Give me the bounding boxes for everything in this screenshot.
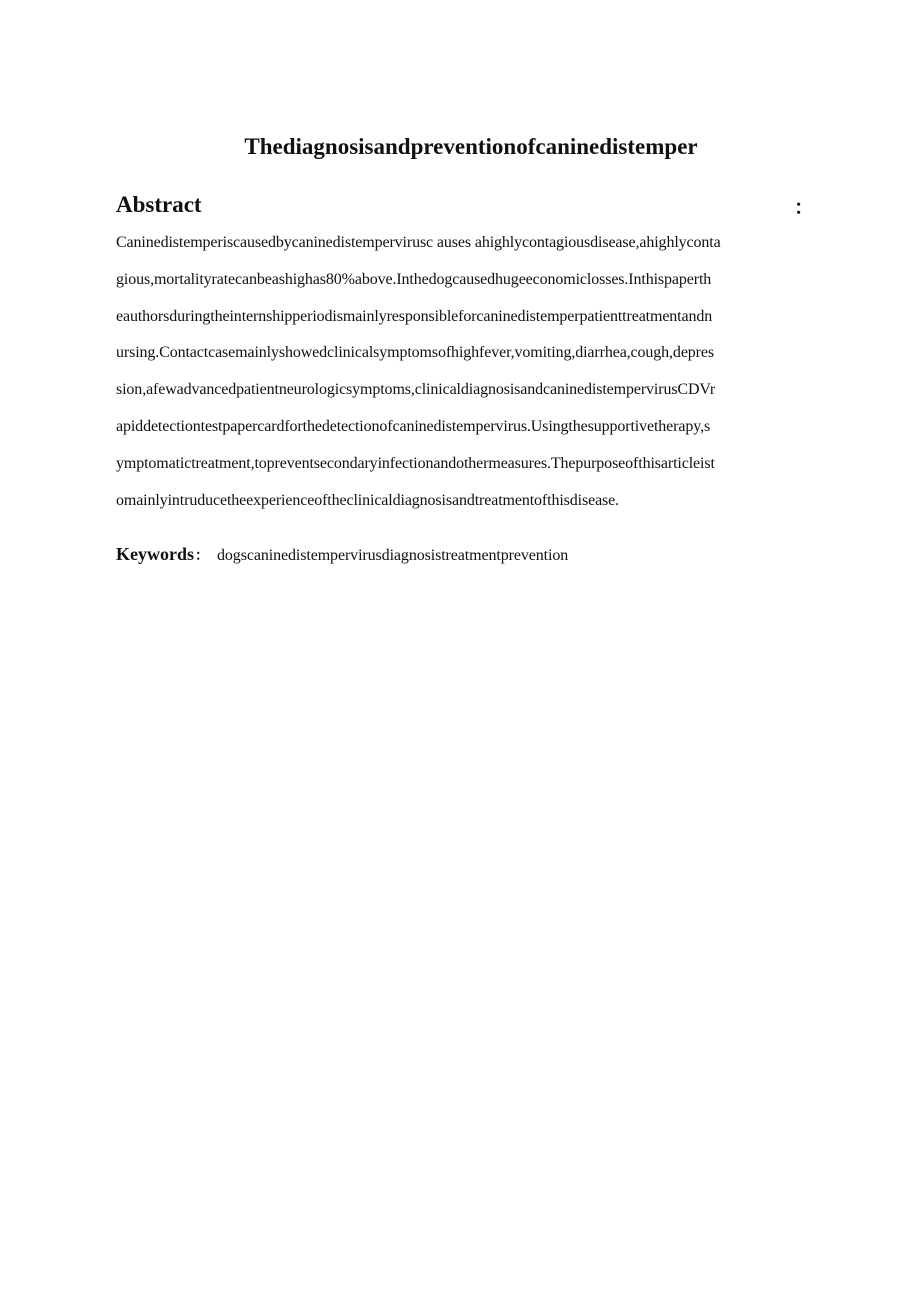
abstract-heading: Abstract [116,192,202,217]
paper-title: Thediagnosisandpreventionofcaninedistemper [244,134,698,159]
abstract-line: gious,mortalityratecanbeashighas80%above.Inthedogcausedhugeeconomiclosses.Inthispaperth [116,270,712,288]
keywords-colon: ： [195,548,209,564]
abstract-body [116,231,836,525]
keywords-section [116,541,568,569]
keywords-text: dogscaninedistempervirusdiagnosistreatmentprevention [217,547,569,564]
abstract-line: sion,afewadvancedpatientneurologicsymptoms,clinicaldiagnosisandcaninedistempervirusCDVr [116,381,716,399]
abstract-line: ymptomatictreatment,topreventsecondaryinfectionandothermeasures.Thepurposeofthisarticleist [116,454,715,472]
abstract-line: omainlyintruducetheexperienceoftheclinicaldiagnosisandtreatmentofthisdisease. [116,491,620,509]
abstract-line: apiddetectiontestpapercardforthedetectionofcaninedistempervirus.Usingthesupportivetherapy,s [116,417,711,435]
abstract-line: eauthorsduringtheinternshipperiodismainlyresponsibleforcaninedistemperpatienttreatmentandn [116,307,713,325]
abstract-colon: ： [794,195,814,219]
abstract-line: Caninedistemperiscausedbycaninedistempervirusc auses ahighlycontagiousdisease,ahighlyconta [116,234,721,251]
abstract-line: ursing.Contactcasemainlyshowedclinicalsymptomsofhighfever,vomiting,diarrhea,cough,depres [116,344,714,362]
keywords-label: Keywords [116,544,194,564]
abstract-header [116,188,814,222]
